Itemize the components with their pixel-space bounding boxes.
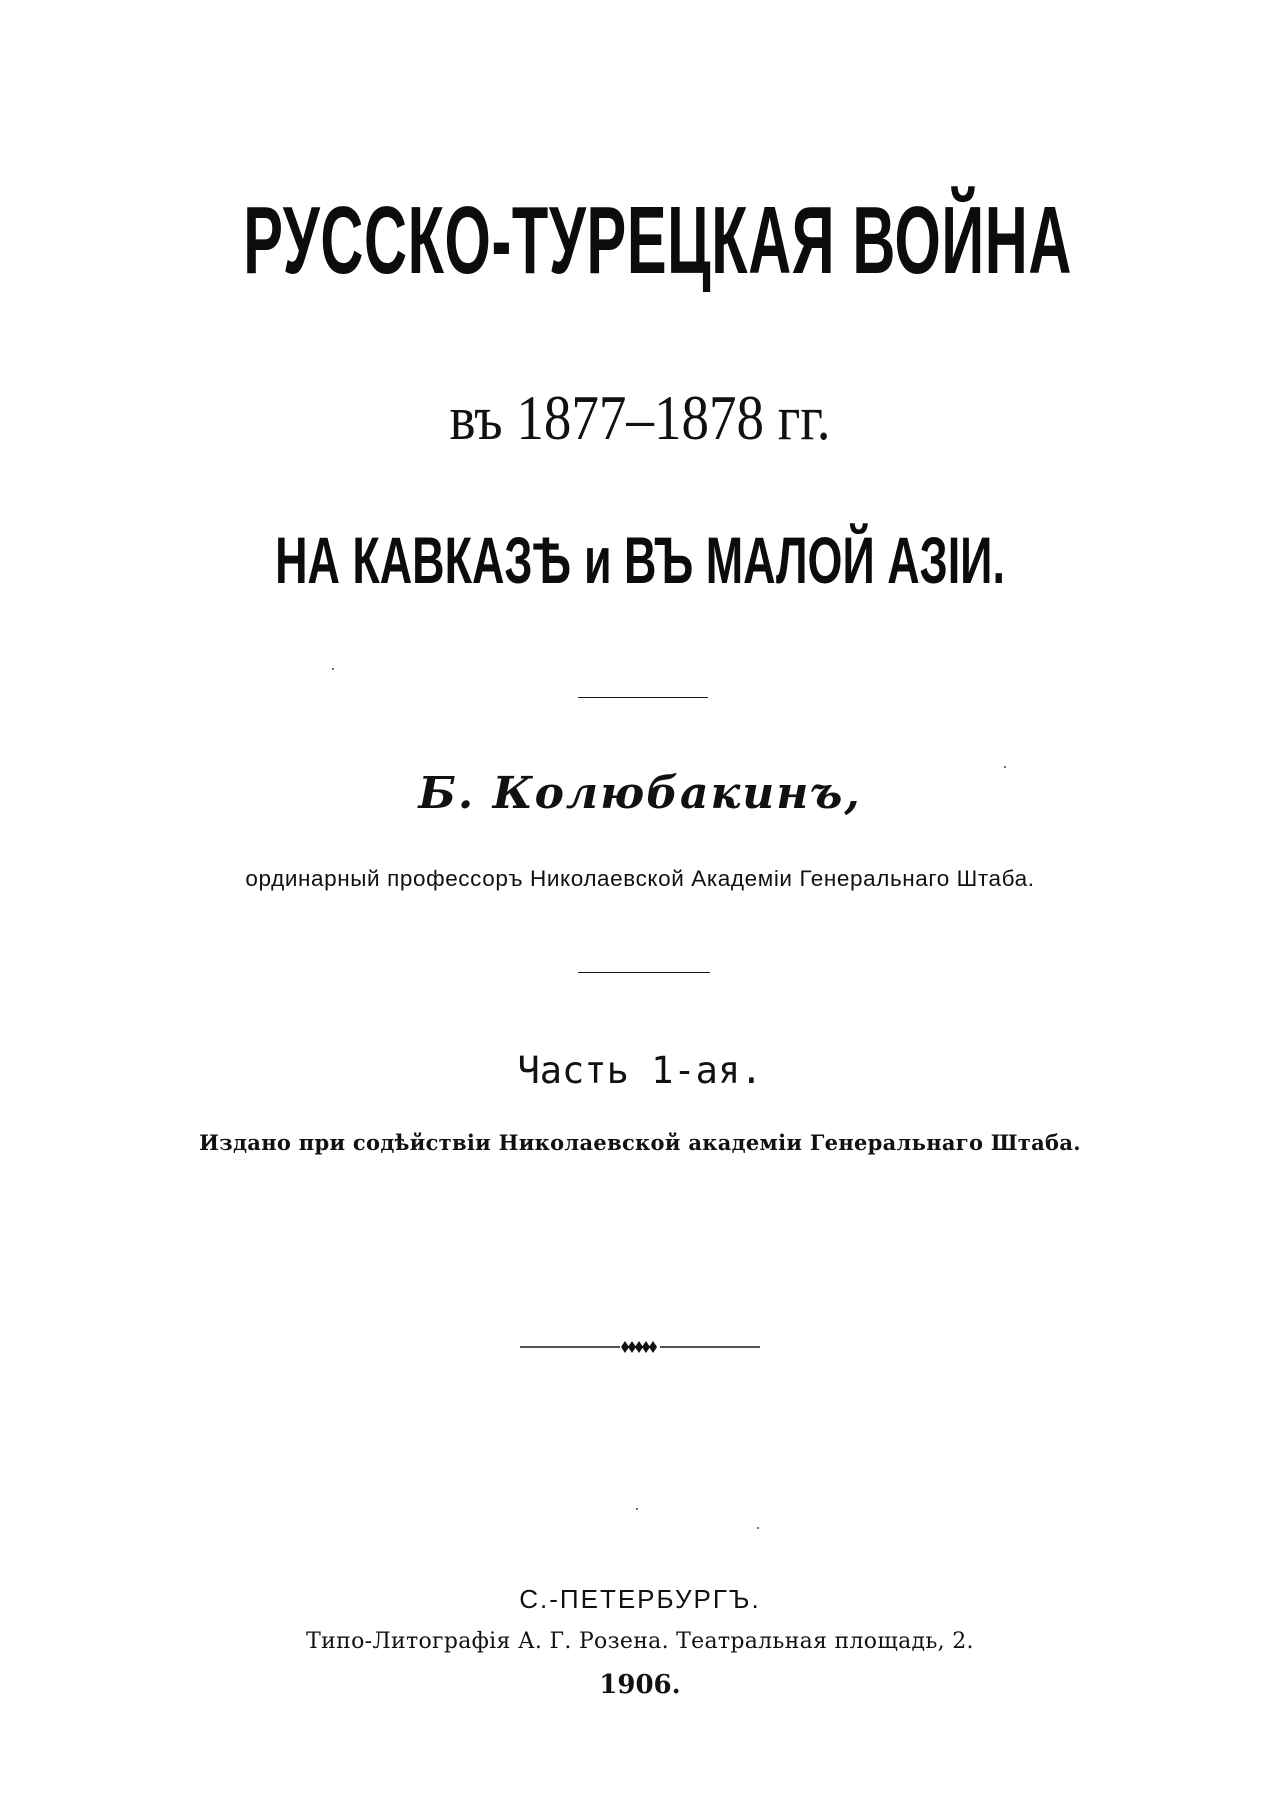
publication-city: С.-ПЕТЕРБУРГЪ. — [519, 1584, 761, 1614]
publication-year: 1906. — [599, 1670, 681, 1700]
author-position: ординарный профессоръ Николаевской Академіи Генеральнаго Штаба. — [245, 866, 1035, 891]
book-years: въ 1877–1878 гг. — [449, 382, 831, 453]
publication-note: Издано при содѣйствіи Николаевской академіи Генеральнаго Штаба. — [199, 1130, 1081, 1155]
volume-part: Часть 1-ая. — [517, 1049, 763, 1092]
paper-speck — [636, 1508, 638, 1510]
book-subtitle: НА КАВКАЗѢ и ВЪ МАЛОЙ АЗІИ. — [275, 523, 1005, 597]
paper-speck — [757, 1527, 759, 1529]
paper-speck — [332, 668, 334, 670]
printer-imprint: Типо-Литографія А. Г. Розена. Театральная площадь, 2. — [306, 1629, 974, 1654]
divider-rule — [578, 972, 710, 973]
book-title: РУССКО-ТУРЕЦКАЯ ВОЙНА — [243, 187, 1073, 294]
ornament-divider — [520, 1337, 760, 1357]
divider-rule — [578, 697, 708, 698]
author-name: Б. Колюбакинъ, — [418, 768, 862, 819]
paper-speck — [1004, 766, 1006, 768]
